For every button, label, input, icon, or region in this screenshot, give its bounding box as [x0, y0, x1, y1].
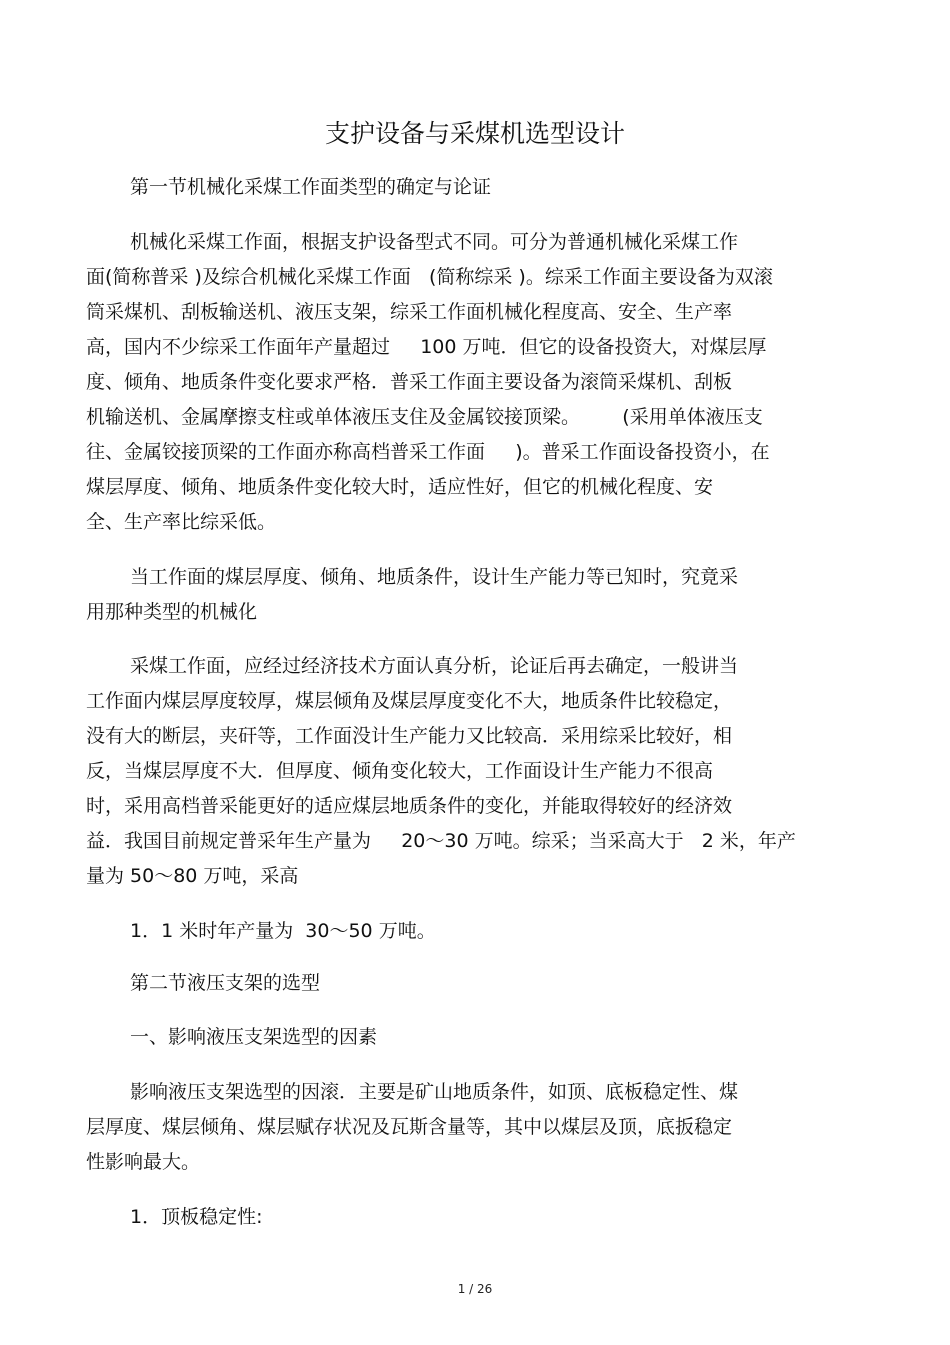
text-line: 益．我国目前规定普采年生产量为 20～30 万吨。综采；当采高大于 2 米，年产 [86, 830, 796, 852]
text-line: 度、倾角、地质条件变化要求严格．普采工作面主要设备为滚筒采煤机、刮板 [86, 371, 733, 393]
subsection-heading: 一、影响液压支架选型的因素 [130, 1026, 378, 1048]
text-line: 高，国内不少综采工作面年产量超过 100 万吨．但它的设备投资大，对煤层厚 [86, 336, 767, 358]
section-heading: 第一节机械化采煤工作面类型的确定与论证 [130, 176, 492, 198]
text-line: 层厚度、煤层倾角、煤层赋存状况及瓦斯含量等，其中以煤层及顶，底扳稳定 [86, 1116, 733, 1138]
text-line: 当工作面的煤层厚度、倾角、地质条件，设计生产能力等已知时，究竟采 [130, 566, 739, 588]
text-line: 往、金属铰接顶梁的工作面亦称高档普采工作面 )。普采工作面设备投资小，在 [86, 441, 770, 463]
text-line: 用那种类型的机械化 [86, 601, 258, 623]
section-heading: 第二节液压支架的选型 [130, 972, 321, 994]
text-line: 时，采用高档普采能更好的适应煤层地质条件的变化，并能取得较好的经济效 [86, 795, 733, 817]
text-line: 性影响最大。 [86, 1151, 201, 1173]
text-line: 反，当煤层厚度不大．但厚度、倾角变化较大，工作面设计生产能力不很高 [86, 760, 714, 782]
text-line: 机输送机、金属摩擦支柱或单体液压支住及金属铰接顶梁。 (采用单体液压支 [86, 406, 763, 428]
page-number: 1 / 26 [457, 1282, 493, 1296]
text-line: 筒采煤机、刮板输送机、液压支架，综采工作面机械化程度高、安全、生产率 [86, 301, 733, 323]
text-line: 没有大的断层，夹矸等，工作面没计生产能力又比较高．采用综采比较好，相 [86, 725, 733, 747]
text-line: 面(简称普采 )及综合机械化采煤工作面 (简称综采 )。综采工作面主要设备为双滚 [86, 266, 773, 288]
document-title: 支护设备与采煤机选型设计 [324, 119, 625, 148]
text-line: 影响液压支架选型的因滚．主要是矿山地质条件，如顶、底板稳定性、煤 [130, 1081, 739, 1103]
text-line: 工作面内煤层厚度较厚，煤层倾角及煤层厚度变化不大，地质条件比较稳定， [86, 690, 733, 712]
text-line: 煤层厚度、倾角、地质条件变化较大时，适应性好，但它的机械化程度、安 [86, 476, 714, 498]
text-line: 量为 50～80 万吨，采高 [86, 865, 299, 887]
text-line: 采煤工作面，应经过经济技术方面认真分析，论证后再去确定，一般讲当 [130, 655, 739, 677]
text-line: 全、生产率比综采低。 [86, 511, 277, 533]
list-item: 1．顶板稳定性: [130, 1206, 263, 1228]
text-line: 机械化采煤工作面，根据支护设备型式不同。可分为普通机械化采煤工作 [130, 231, 739, 253]
list-item: 1．1 米时年产量为 30～50 万吨。 [130, 920, 436, 942]
